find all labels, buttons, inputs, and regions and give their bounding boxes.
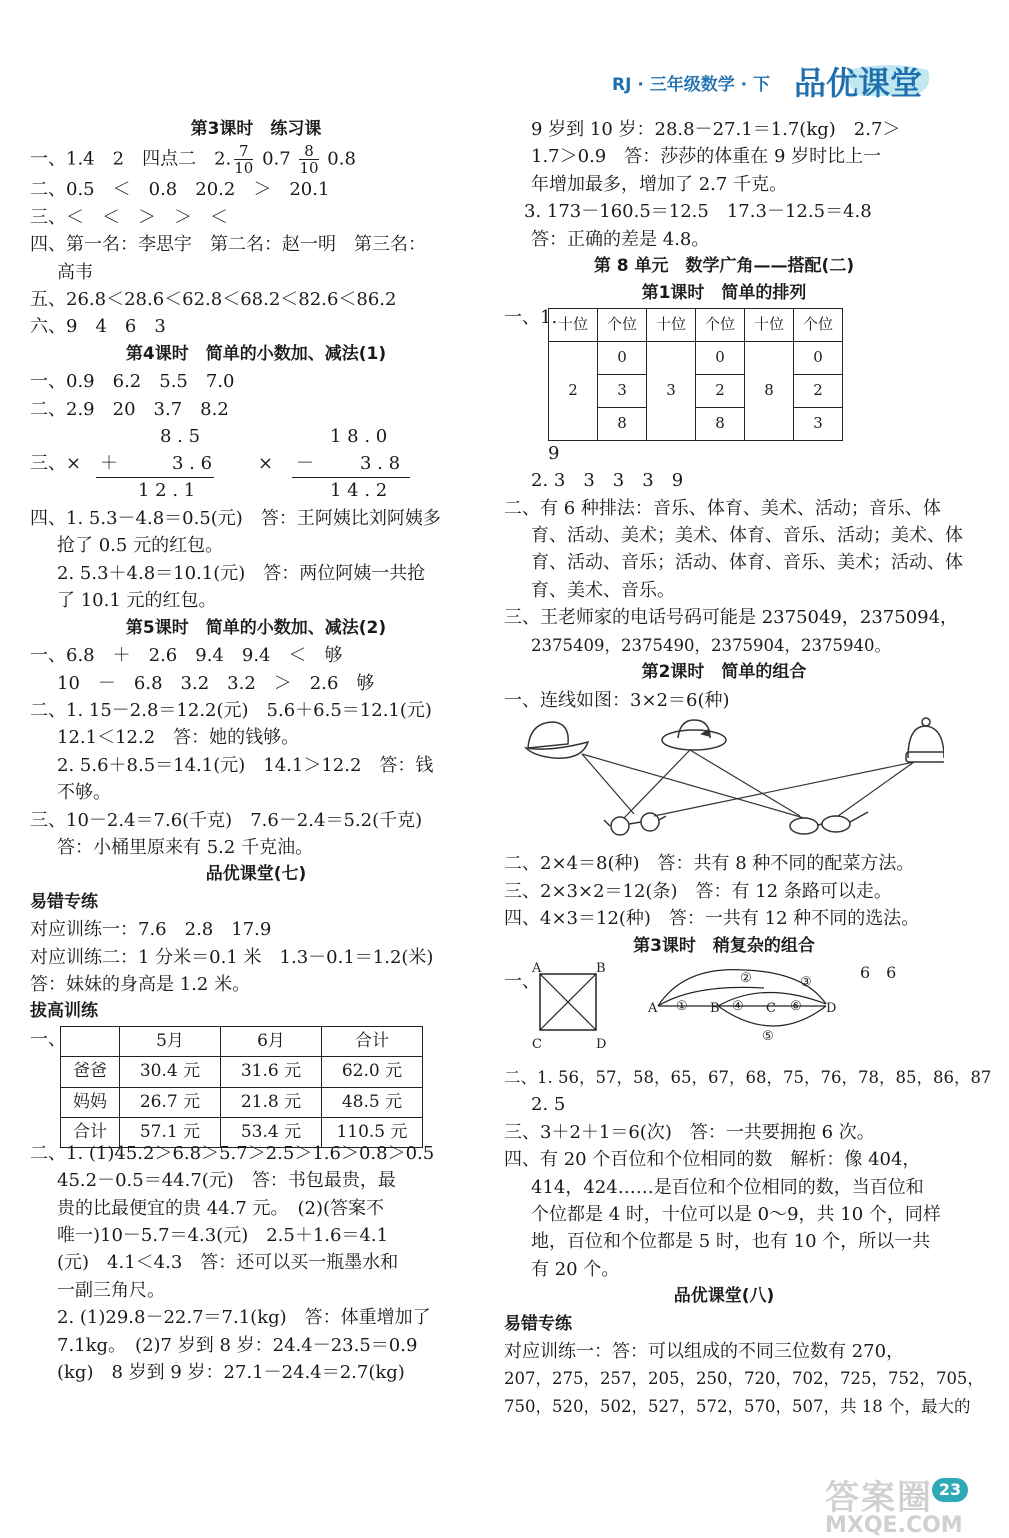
- combo-svg: [504, 960, 944, 1064]
- perm-header-row: [549, 308, 843, 341]
- rt-d: D: [826, 1000, 837, 1016]
- u8-san: 三、王老师家的电话号码可能是 2375049，2375094，: [504, 607, 959, 629]
- brand-logo: [788, 56, 938, 106]
- p7-drill1: 对应训练一：7.6 2.8 17.9: [30, 919, 272, 941]
- u8-l3-q4e: 有 20 个。: [531, 1258, 620, 1280]
- rt-c: C: [766, 1000, 776, 1016]
- r-line1: 9 岁到 10 岁：28.8－27.1＝1.7(kg) 2.7＞: [531, 119, 901, 140]
- u8-q2: 2. 3 3 3 3 9: [531, 470, 684, 492]
- p7-e2c: (kg) 8 岁到 9 岁：27.1－24.4＝2.7(kg): [57, 1362, 405, 1384]
- p7-drill2: 对应训练二：1 分米＝0.1 米 1.3－0.1＝1.2(米): [30, 946, 434, 968]
- frac2-num: 8: [299, 143, 318, 160]
- p7-drill2b: 答：妹妹的身高是 1.2 米。: [30, 973, 251, 995]
- calc1-result: 1 2 . 1: [138, 480, 196, 502]
- u8-l3-q4c: 个位都是 4 时，十位可以是 0～9，共 10 个，同样: [531, 1203, 941, 1225]
- left-column: [30, 116, 482, 1386]
- page-number: 23: [938, 1480, 962, 1499]
- table-row: [549, 341, 843, 374]
- table-cell: [61, 1026, 120, 1056]
- unit8-title: 第 8 单元 数学广角——搭配(二): [593, 256, 855, 277]
- p7-advanced-heading: 拔高训练: [30, 1001, 98, 1022]
- u8-l3-yi: 一、: [504, 970, 540, 992]
- l3-q1: [30, 143, 482, 176]
- sunhat-icon: [662, 720, 726, 750]
- table-row: [61, 1118, 423, 1148]
- u8-l3-q3: 三、3＋2＋1＝6(次) 答：一共要拥抱 6 次。: [504, 1121, 875, 1143]
- l5-q2-1b: 12.1＜12.2 答：她的钱够。: [57, 727, 300, 749]
- r-line3: 年增加最多，增加了 2.7 千克。: [531, 173, 788, 195]
- sunglasses-icon: [790, 812, 868, 834]
- table-row: [61, 1057, 423, 1087]
- right-column: [504, 116, 992, 1420]
- calc2-op: －: [296, 453, 314, 475]
- r-line5: 答：正确的差是 4.8。: [531, 228, 710, 250]
- table-cell: 62.0 元: [322, 1057, 423, 1087]
- u8-l2-q2: 二、2×4＝8(种) 答：共有 8 种不同的配菜方法。: [504, 853, 915, 875]
- table-cell: 合计: [61, 1118, 120, 1148]
- watermark: [825, 1470, 995, 1538]
- u8-l2-q1: 一、连线如图：3×2＝6(种): [504, 689, 730, 711]
- table-cell: 53.4 元: [221, 1118, 322, 1148]
- u8-nine: 9: [548, 442, 560, 464]
- p7-e1e: (元) 4.1＜4.3 答：还可以买一瓶墨水和: [57, 1252, 399, 1274]
- rt-n1: ①: [676, 998, 688, 1014]
- u8-lesson2-title: 第2课时 简单的组合: [641, 662, 807, 683]
- u8-l3-q4d: 地，百位和个位都是 5 时，也有 10 个，所以一共: [531, 1231, 931, 1253]
- table-cell: 6月: [221, 1026, 322, 1056]
- pinyou7-title: 品优课堂(七): [205, 864, 307, 885]
- calc2-mid: 3 . 8: [360, 453, 401, 475]
- rt-n4: ④: [732, 998, 744, 1014]
- lesson3-title: 第3课时 练习课: [190, 119, 322, 139]
- u8-san2: 2375409，2375490，2375904，2375940。: [531, 635, 891, 655]
- p7-yi: 一、: [30, 1028, 66, 1050]
- matching-diagram: [504, 714, 944, 842]
- table-cell: 合计: [322, 1026, 423, 1056]
- l4-q4-1: 四、1. 5.3－4.8＝0.5(元) 答：王阿姨比刘阿姨多: [30, 508, 441, 530]
- brand-text: 品优课堂: [794, 64, 923, 102]
- u8-l2-q4: 四、4×3＝12(种) 答：一共有 12 种不同的选法。: [504, 908, 920, 930]
- watermark-text: 答案圈: [825, 1478, 933, 1518]
- table-cell: 0: [794, 341, 843, 374]
- u8-er2: 育、活动、美术；美术、体育、音乐、活动；美术、体: [531, 525, 963, 547]
- route-labels: [647, 971, 836, 1044]
- table-cell: 3: [598, 374, 647, 407]
- calc1-op: ＋: [100, 453, 118, 475]
- fraction-1: [234, 143, 253, 176]
- frac1-num: 7: [234, 143, 253, 160]
- p7-e1f: 一副三角尺。: [57, 1279, 165, 1301]
- p8-drill1c: 750，520，502，527，572，570，507，共 18 个，最大的: [504, 1396, 971, 1416]
- l3-q5: 五、26.8＜28.6＜62.8＜68.2＜82.6＜86.2: [30, 289, 397, 311]
- l3-q4: 四、第一名：李思宇 第二名：赵一明 第三名：: [30, 234, 426, 256]
- rt-a: A: [648, 1000, 658, 1016]
- l4-q4-2: 2. 5.3＋4.8＝10.1(元) 答：两位阿姨一共抢: [57, 562, 426, 584]
- p8-error-heading: 易错专练: [504, 1313, 572, 1334]
- table-cell: 爸爸: [61, 1057, 120, 1087]
- rt-n2: ②: [740, 970, 752, 986]
- l3-q1c: 0.8: [327, 148, 356, 170]
- l3-q3: 三、＜ ＜ ＞ ＞ ＜: [30, 206, 228, 228]
- l4-q3-label: 三、×: [30, 453, 82, 475]
- p7-error-heading: 易错专练: [30, 891, 98, 912]
- p7-e1c: 贵的比最便宜的贵 44.7 元。 (2)(答案不: [57, 1197, 385, 1219]
- p7-e2: 2. (1)29.8－22.7＝7.1(kg) 答：体重增加了: [57, 1307, 431, 1329]
- combo-diagrams: [504, 960, 944, 1064]
- money-table-block: [30, 1026, 482, 1140]
- u8-lesson1-title: 第1课时 简单的排列: [641, 283, 807, 304]
- p7-e2b: 7.1kg。 (2)7 岁到 8 岁：24.4－23.5＝0.9: [57, 1334, 418, 1356]
- l3-q2: 二、0.5 ＜ 0.8 20.2 ＞ 20.1: [30, 179, 330, 201]
- table-cell: 十位: [549, 308, 598, 341]
- l5-q2-1: 二、1. 15－2.8＝12.2(元) 5.6＋6.5＝12.1(元): [30, 699, 432, 721]
- cap-icon: [526, 722, 588, 758]
- l3-q1a: 一、1.4 2 四点二 2.: [30, 148, 232, 170]
- r-line4: 3. 173－160.5＝12.5 17.3－12.5＝4.8: [524, 201, 872, 223]
- table-cell: 8: [696, 407, 745, 440]
- table-cell: 3: [794, 407, 843, 440]
- l5-q3: 三、10－2.4＝7.6(千克) 7.6－2.4＝5.2(千克): [30, 809, 423, 831]
- rt-n6: ⑥: [790, 998, 802, 1014]
- p8-drill1b: 207，275，257，205，250，720，702，725，752，705，: [504, 1369, 984, 1389]
- u8-yi: 一、1.: [504, 306, 558, 328]
- watermark-site: MXQE.COM: [825, 1513, 963, 1538]
- table-cell: 十位: [745, 308, 794, 341]
- u8-l3-q2: 二、1. 56，57，58，65，67，68，75，76，78，85，86，87: [504, 1067, 992, 1087]
- table-cell: 30.4 元: [120, 1057, 221, 1087]
- table-cell: 48.5 元: [322, 1087, 423, 1117]
- table-cell: 8: [745, 341, 794, 440]
- l4-x2: ×: [258, 453, 274, 475]
- r-line2: 1.7＞0.9 答：莎莎的体重在 9 岁时比上一: [531, 146, 882, 168]
- table-cell: 31.6 元: [221, 1057, 322, 1087]
- u8-er4: 育、美术、音乐。: [531, 579, 675, 601]
- p7-e1: 二、1. (1)45.2＞6.8＞5.7＞2.5＞1.6＞0.8＞0.5: [30, 1142, 435, 1164]
- table-cell: 个位: [598, 308, 647, 341]
- u8-l2-q3: 三、2×3×2＝12(条) 答：有 12 条路可以走。: [504, 880, 892, 902]
- p8-drill1: 对应训练一：答：可以组成的不同三位数有 270，: [504, 1341, 905, 1362]
- rt-n5: ⑤: [762, 1028, 774, 1044]
- table-cell: 十位: [647, 308, 696, 341]
- calc1-mid: 3 . 6: [172, 453, 213, 475]
- beanie-icon: [906, 718, 944, 762]
- table-cell: 2: [794, 374, 843, 407]
- glasses-round-icon: [604, 813, 666, 835]
- sq-b: B: [596, 960, 606, 976]
- u8-l3-q2b: 2. 5: [531, 1094, 566, 1116]
- table-cell: 2: [696, 374, 745, 407]
- rt-b: B: [710, 1000, 720, 1016]
- u8-l3-66: 6 6: [860, 962, 897, 982]
- square-diagram: [531, 961, 606, 1052]
- l4-q4-1b: 抢了 0.5 元的红包。: [57, 535, 224, 557]
- table-cell: 0: [696, 341, 745, 374]
- table-cell: 8: [598, 407, 647, 440]
- table-cell: 妈妈: [61, 1087, 120, 1117]
- connect-lines: [582, 750, 914, 818]
- l4-q2: 二、2.9 20 3.7 8.2: [30, 398, 229, 420]
- calc2-top: 1 8 . 0: [330, 426, 388, 448]
- sq-a: A: [532, 960, 542, 976]
- table-cell: 5月: [120, 1026, 221, 1056]
- sq-d: D: [596, 1036, 607, 1052]
- table-cell: 个位: [794, 308, 843, 341]
- p7-e1b: 45.2－0.5＝44.7(元) 答：书包最贵，最: [57, 1170, 396, 1192]
- l5-q1b: 10 － 6.8 3.2 3.2 ＞ 2.6 够: [57, 672, 375, 694]
- table-cell: 2: [549, 341, 598, 440]
- table-header-row: [61, 1026, 423, 1056]
- table-row: [61, 1087, 423, 1117]
- perm-block: [504, 308, 944, 440]
- sq-c: C: [532, 1036, 542, 1052]
- frac2-den: 10: [299, 159, 319, 178]
- vertical-calcs: [30, 423, 482, 505]
- l4-q4-2b: 了 10.1 元的红包。: [57, 590, 217, 612]
- u8-er: 二、有 6 种排法：音乐、体育、美术、活动；音乐、体: [504, 497, 941, 519]
- l3-q4b: 高韦: [57, 261, 93, 283]
- table-cell: 3: [647, 341, 696, 440]
- frac1-den: 10: [234, 159, 254, 178]
- series-label: RJ · 三年级数学 · 下: [612, 75, 771, 95]
- l5-q3b: 答：小桶里原来有 5.2 千克油。: [57, 836, 314, 858]
- u8-er3: 育、活动、音乐；活动、体育、音乐、美术；活动、体: [531, 552, 963, 574]
- l5-q1: 一、6.8 ＋ 2.6 9.4 9.4 ＜ 够: [30, 645, 343, 667]
- l3-q6: 六、9 4 6 3: [30, 316, 166, 338]
- u8-l3-q4b: 414，424……是百位和个位相同的数，当百位和: [531, 1176, 924, 1198]
- table-cell: 个位: [696, 308, 745, 341]
- lesson4-title: 第4课时 简单的小数加、减法(1): [125, 343, 387, 364]
- u8-lesson3-title: 第3课时 稍复杂的组合: [633, 935, 815, 956]
- fraction-2: [299, 143, 318, 176]
- table-cell: 0: [598, 341, 647, 374]
- l4-q1: 一、0.9 6.2 5.5 7.0: [30, 371, 235, 393]
- money-table: [60, 1026, 423, 1149]
- table-cell: 26.7 元: [120, 1087, 221, 1117]
- p7-e1d: 唯一)10－5.7＝4.3(元) 2.5＋1.6＝4.1: [57, 1225, 389, 1246]
- rt-n3: ③: [800, 974, 812, 990]
- calc1-top: 8 . 5: [160, 426, 201, 448]
- l3-q1b: 0.7: [262, 148, 291, 170]
- l5-q2-2: 2. 5.6＋8.5＝14.1(元) 14.1＞12.2 答：钱: [57, 754, 434, 776]
- table-cell: 21.8 元: [221, 1087, 322, 1117]
- l5-q2-2b: 不够。: [57, 782, 111, 804]
- u8-l3-q4: 四、有 20 个百位和个位相同的数 解析：像 404，: [504, 1149, 921, 1171]
- table-cell: 57.1 元: [120, 1118, 221, 1148]
- table-cell: 110.5 元: [322, 1118, 423, 1148]
- pinyou8-title: 品优课堂(八): [673, 1286, 775, 1307]
- lesson5-title: 第5课时 简单的小数加、减法(2): [125, 617, 387, 638]
- perm-table: [548, 308, 843, 441]
- calc2-result: 1 4 . 2: [330, 480, 388, 502]
